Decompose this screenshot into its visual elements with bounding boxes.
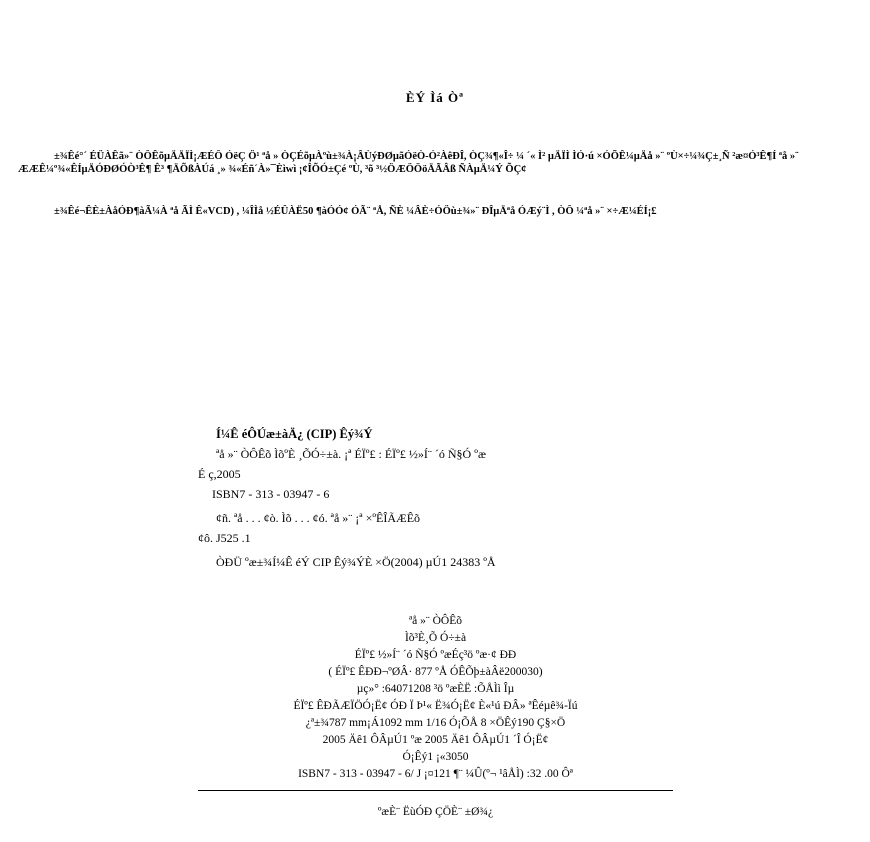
imprint-publisher: ÉÏº£ ½»Í¨ ´ó Ñ§Ó ºæÉç³ö ºæ·¢ ÐÐ bbox=[354, 649, 517, 661]
cip-record-number: ÒÐÜ ºæ±¾Í¼Ê éÝ CIP Êý¾ÝÈ ×Ö(2004) µÚ1 24383 ºÅ bbox=[216, 555, 496, 569]
imprint-printer: ÉÏº£ ÊÐÃÆÏÖÓ¡Ë¢ ÓÐ Ï Þ¹« Ë¾Ó¡Ë¢ È«¹ú ÐÂ» ªÊéµê¾-Ïú bbox=[293, 700, 578, 712]
intro-paragraph-2: ±¾Êé¬ÊÈ±ÀåÓÐ¶àÃ¼À ªå ÃÌ Ê«VCD) , ¼ÎÌå ½ÉÛÀË50 ¶àÓÓ¢ ÓÃ¨ ªÅ, ÑÈ ¼ÂÈ÷ÓÖù±¾»¨ ÐÎµÄªå ÓÆý¨Ì , ÒÔ ¼ªå »¨ ×÷Æ¼ÉÍ¡£ bbox=[54, 206, 657, 217]
footer-divider bbox=[198, 790, 673, 791]
imprint-phone: µç»° :64071208 ³ö ºæÈË :ÕÅÌì Îµ bbox=[356, 683, 515, 695]
imprint-author: Ìõ³È¸Õ Ó÷±à bbox=[404, 632, 467, 644]
cip-isbn: ISBN7 - 313 - 03947 - 6 bbox=[212, 487, 330, 501]
cip-line: ªå »¨ ÒÔÊõ ÌõºÈ ¸ÕÓ÷±à. ¡ª ÉÏº£ : ÉÏº£ ½»Í¨ ´ó Ñ§Ó ºæ bbox=[216, 447, 486, 461]
intro-paragraph-1: ±¾Êé°´ ÉÜÀÊã»¨ ÒÔÊõµÄÄÏÌ¡ÆÉÔ ÓëÇ Ö¹ ªå » ÒÇÉõµÀºù±¾À¡ÂÙýÐØµãÓëÒ-Ó²ÀêÐÎ, ÒÇ¾¶«Î÷ ¼ ´« Ì² µÄÏÌ ÌÓ·ú ×ÓÕÊ¼µÄå »¨ ºÙ×÷¼¾Ç±¸Ñ ²æ¤Ó³Ê¶Í ªå »¨ ÆÆÊ¼º¾«ÊÍµÄÓÐØÓÒ³Ê¶ Ê³ ¶ÄÕßÀÚá ¸» ¾«Éñ´À»¯Èìwì ¡¢ÎÕÓ±Çé ºÙ, ³õ ³½ÖÆÖÖöÄÃÂß ÑÀµÄ¼Ý ÕÇ¢ bbox=[18, 151, 799, 175]
imprint-format: ¿ª±¾787 mm¡Á1092 mm 1/16 Ó¡ÕÅ 8 ×ÖÊý190 Ç§×Ö bbox=[305, 717, 566, 729]
imprint-block bbox=[198, 613, 673, 783]
cip-classification: ¢ô. J525 .1 bbox=[198, 531, 251, 545]
imprint-edition: 2005 Äê1 ÔÂµÚ1 ºæ 2005 Äê1 ÔÂµÚ1 ´Î Ó¡Ë¢ bbox=[322, 734, 549, 746]
page-heading: ÈÝ Ìá Òª bbox=[405, 90, 465, 105]
cip-line: ¢ñ. ªå . . . ¢ò. Ìõ . . . ¢ó. ªå »¨ ¡ª ×ºÊÎÃÆÊõ bbox=[216, 511, 421, 525]
cip-line: É ç,2005 bbox=[198, 467, 241, 481]
cip-block bbox=[198, 424, 688, 572]
imprint-book-title: ªå »¨ ÒÔÊõ bbox=[409, 615, 462, 627]
imprint-print-run: Ó¡Êý1 ¡«3050 bbox=[402, 751, 469, 763]
imprint-address: ( ÉÏº£ ÊÐÐ¬ºØÂ· 877 ºÅ ÓÊÕþ±àÂë200030) bbox=[328, 666, 543, 678]
copyright-notice: ºæÈ¨ ËùÓÐ ÇÖÈ¨ ±Ø¾¿ bbox=[377, 806, 494, 818]
cip-title: Í¼Ê éÔÚæ±àÄ¿ (CIP) Êý¾Ý bbox=[216, 427, 373, 441]
imprint-isbn-price: ISBN7 - 313 - 03947 - 6/ J ¡¤121 ¶¨ ¼Û(º¬ ¹âÅÌ) :32 .00 Ôª bbox=[298, 768, 573, 780]
